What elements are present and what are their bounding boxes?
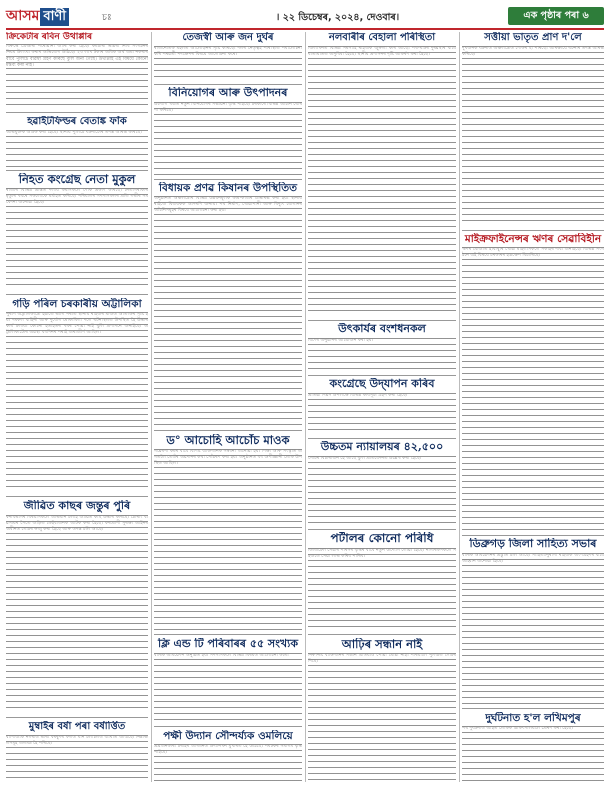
story-divider xyxy=(6,170,148,171)
story-divider xyxy=(6,717,148,718)
article-headline: সত্তীয়া ভাতৃত প্ৰাণ দ'লে xyxy=(484,32,582,43)
logo-main-text: আসম xyxy=(6,8,40,24)
page-number-badge: এক পৃষ্ঠাৰ পৰা ৬ xyxy=(508,7,604,25)
article-body: জিলাখনত বিভিন্ন সমস্যাই ৰাইজক জুৰুলা কৰি আছে। পথ-ঘাটৰ দুৰৱস্থাৰ বাবে যাতায়াতত অসুবিধা হৈছে। স্থানীয় প্ৰশাসনৰ দৃষ্টি আকৰ্ষণ কৰা হৈছে। xyxy=(308,46,456,316)
article xyxy=(154,87,302,177)
article-body: ঋণৰ বোজাত হাবাথুৰি খোৱা মহিলাসকলে সকাহৰ দাবী জনাইছে। বিভিন্ন সংগঠনে এই বিষয়ে চৰকাৰৰ হস্তক্ষেপ বিচাৰিছে। xyxy=(462,247,604,531)
article xyxy=(308,638,456,784)
story-divider xyxy=(6,112,148,113)
article xyxy=(462,32,604,228)
story-divider xyxy=(308,320,456,321)
article-body: উদ্যোগ খণ্ডত নতুন বিনিয়োগৰ সম্ভাৱনা বৃদ্ধি পাইছে। চৰকাৰে বিভিন্ন আঁচনি ঘোষণা কৰিছে। xyxy=(154,102,302,176)
article-headline: নিহত কংগ্ৰেছ নেতা মুকুল xyxy=(18,173,136,186)
logo-box-text: বাণী xyxy=(40,8,69,26)
article-headline: উৎকাৰ্যৰ বংশধনকল xyxy=(338,323,426,335)
article-body: বাৰ্ষিক অধিৱেশনৰ প্ৰস্তুতি চলি আছে। সাহিত্যানুৰাগী ৰাইজক অংশগ্ৰহণৰ বাবে আহ্বান জনোৱা হৈছে। xyxy=(462,553,604,705)
article xyxy=(462,538,604,706)
column-divider xyxy=(459,32,460,782)
article xyxy=(154,638,302,724)
article-headline: বিনিয়োগৰ আৰু উৎপাদনৰ xyxy=(168,87,288,99)
column-2 xyxy=(154,32,302,784)
article xyxy=(6,500,148,714)
newspaper-logo xyxy=(6,7,73,25)
article-body: বাৰ্ষিক অধিৱেশন অনুষ্ঠিত হয়। সদস্যসকলে বিভিন্ন বিষয়ত আলোচনা কৰে। xyxy=(154,653,302,723)
article-body: পথ দুৰ্ঘটনাত আহত লোকক চিকিৎসালয়লৈ প্ৰেৰণ কৰা হৈছে। xyxy=(462,726,604,782)
article-headline: মাইক্ৰফাইনেন্সৰ ঋণৰ সেৱাবিহীন xyxy=(464,233,602,245)
story-divider xyxy=(154,430,302,431)
article-body: প্ৰব্ৰজনকাৰী চৰাইৰ আগমনত উদ্যানখন মুখৰিত হৈ উঠিছে। পৰ্যটকৰ সমাগম বৃদ্ধি পাইছে। xyxy=(154,744,302,782)
article xyxy=(308,378,456,436)
article xyxy=(154,434,302,632)
article-headline: নলবাৰীৰ বেহালা পৰিস্থিতা xyxy=(328,32,436,43)
article-headline: ড° আচোহি আচোঁচ মাওক xyxy=(166,434,290,447)
article-headline: হৱাইটফিল্ডৰ বেতাঙ্ক ফাঁক xyxy=(27,116,127,127)
article xyxy=(6,173,148,291)
article-body: ৰাজ্যৰ বিভিন্ন প্ৰান্তত দলীয় কৰ্মীসকলে শোক প্ৰকাশ কৰিছে। নেতাগৰাকীৰ মৃত্যুৰ খবৰে সকলোকে মৰ্মাহত কৰিছে। পৰিয়ালৰ সদস্যসকলৰ প্ৰতি গভীৰ সমবেদনা জনোৱা হৈছে। xyxy=(6,188,148,288)
story-divider xyxy=(308,634,456,635)
article-headline: পক্ষী উদ্যান সৌন্দৰ্য্যক ওমলিয়ে xyxy=(163,730,293,742)
article-headline: দুৰ্ঘটনাত হ'ল লখিমপুৰ xyxy=(485,712,581,724)
article-headline: মুম্বাইৰ বৰ্ষা পৰা বৰ্ষাৰ্ত্তিত xyxy=(28,721,126,732)
article xyxy=(6,116,148,168)
article xyxy=(462,712,604,784)
article xyxy=(6,32,148,110)
article-body: বিৰুদ্ধে গ্ৰেপ্তাৰী পৰোৱানা জাৰি কৰা হৈছে। কৰ্মচাৰী ভৱিষ্য নিধি সংগঠনৰ নিয়ম উলংঘা কৰাৰ অভিযোগ উঠিছে। ২৩ লাখ টকাৰ অধিক অৰ্থ জমা নকৰাৰ বাবে পুলিচে ব্যৱস্থা গ্ৰহণ কৰিছে বুলি জনা গৈছে। উথাপ্পাই এই বিষয়ে কোনো মন্তব্য কৰা নাই। xyxy=(6,44,148,108)
article-body: বাণিজ্যিক নগৰীত ভাৰী বৰষুণৰ ফলত যান চলাচলত ব্যাঘাত জন্মিছে। নিম্নাঞ্চলসমূহ জলমগ্ন হৈ পৰিছে। xyxy=(6,735,148,783)
article-headline: উচ্চতম ন্যায়ালয়ৰ ৪২,৫০০ xyxy=(320,441,444,453)
article-headline: পৰ্টালৰ কোনো পৰিধি xyxy=(330,532,434,545)
article-headline: ক্ৰিকেটাৰ ৰবিন উথাপ্পাৰ xyxy=(6,32,93,42)
issue-date: । ২২ ডিচেম্বৰ, ২০২৪, দেওবাৰ। xyxy=(276,12,400,23)
masthead xyxy=(6,6,604,30)
column-4 xyxy=(462,32,604,784)
article-body: ডিজিটেল সেৱাৰ পৰিসৰ বৃদ্ধিৰ বাবে নতুন উদ্যোগ লোৱা হৈছে। নাগৰিকসকলে সহজতে সেৱা লাভ কৰিব পাৰিব। xyxy=(308,548,456,630)
column-1 xyxy=(6,32,148,784)
article xyxy=(154,32,302,82)
article-body: প্ৰতিষ্ঠা দিৱস উপলক্ষে বিভিন্ন কাৰ্যসূচী গ্ৰহণ কৰা হৈছে। xyxy=(308,393,456,435)
story-divider xyxy=(154,84,302,85)
logo-sub-text: চঃ xyxy=(102,13,112,23)
column-divider xyxy=(305,32,306,782)
story-divider xyxy=(308,438,456,439)
article xyxy=(308,532,456,632)
story-divider xyxy=(154,726,302,727)
article-headline: জীৱিত কাছৰ জন্তুৰ পুৰি xyxy=(23,500,131,512)
story-divider xyxy=(154,179,302,180)
article xyxy=(154,182,302,428)
article-body: অনুষ্ঠানত অঞ্চলটোৰ বিভিন্ন উন্নয়নমূলক কাম-কাজৰ শুভাৰম্ভ কৰা হয়। স্থানীয় ৰাইজে বিধায়কক আদৰণি জনায়। পথ নিৰ্মাণ, খোৱাপানী আৰু বিদ্যুৎ যোগানৰ আঁচনিসমূহৰ বিষয়ে আলোচনা কৰা হয়। xyxy=(154,196,302,426)
article-body: নিৰুদ্দিষ্ট ব্যক্তিজনৰ সন্ধান এতিয়াও পোৱা যোৱা নাই। পৰিয়ালে পুলিচত গোচৰ দিছে। xyxy=(308,653,456,781)
story-divider xyxy=(462,230,604,231)
article xyxy=(308,441,456,527)
story-divider xyxy=(6,294,148,295)
article-body: গোচৰ বিচাৰাধীন হৈ আছে বুলি প্ৰতিবেদনত উল্লেখ কৰা হৈছে। xyxy=(308,456,456,526)
article xyxy=(6,721,148,784)
article-headline: তেজস্বী আৰু জন দুৰ্ঘৰ xyxy=(182,32,274,43)
article-body: বনবিভাগৰ বিষয়াসকলে অভিযান চলাই জীৱিত কাছ উদ্ধাৰ কৰিছে। চোৰাং ব্যৱসায়ৰ সৈতে জড়িত কেইবাজনক আটক কৰা হৈছে। বন্যপ্ৰাণী সুৰক্ষা আইনৰ অধীনত গোচৰ ৰুজু কৰা হৈছে আৰু তদন্ত চলি আছে। xyxy=(6,515,148,713)
article-headline: গড়ি পৰিল চৰকাৰীয় অট্টালিকা xyxy=(12,298,142,310)
article xyxy=(6,298,148,494)
column-divider xyxy=(151,32,152,782)
article-body: অভিযুক্তক আটক কৰা হৈছে। স্থানীয় পুলিচে ঘটনাটোৰ তদন্ত আৰম্ভ কৰিছে। xyxy=(6,130,148,168)
article-headline: কংগ্ৰেছে উদ্‌যাপন কৰিব xyxy=(329,378,435,390)
story-divider xyxy=(6,496,148,497)
article-body: দুখজনক ঘটনাত অঞ্চলটোত শোকৰ ছাঁ পৰিছে। আৰক্ষীয়ে ঘটনাৰ তদন্ত আৰম্ভ কৰিছে। xyxy=(462,46,604,226)
article-headline: বিধায়ক প্ৰণৱ কিষানৰ উপস্থিতিত xyxy=(159,182,297,194)
story-divider xyxy=(462,708,604,709)
article xyxy=(308,32,456,318)
article-body: পুৰণি অট্টালিকাটো হঠাতে ভাগি পৰাত স্থানীয় ৰাইজৰ মাজত আতংকৰ সৃষ্টি হয়। দমকল বাহিনী আৰু দুৰ্যোগ মোকাবিলা দলে ঘটনাস্থলত উপস্থিত হৈ উদ্ধাৰ কাৰ্য চলায়। কোনো হতাহতৰ খবৰ পোৱা নাই বুলি প্ৰশাসনে জনাইছে। অট্টালিকাটোৰ অৱস্থা বহুদিনৰ পৰাই জৰাজীৰ্ণ আছিল। xyxy=(6,312,148,492)
column-3 xyxy=(308,32,456,784)
article-body: গৱেষণা কৰ্মৰ বাবে বিশিষ্ট ব্যক্তিজনক সম্বৰ্ধনা জনোৱা হয়। শিক্ষা আৰু সংস্কৃতি জগতলৈ তেওঁৰ অৱদানৰ কথা সোঁৱৰণ কৰা হয়। অনুষ্ঠানত বহু গুণীজ্ঞানী লোক উপস্থিত আছিল। xyxy=(154,449,302,631)
article-headline: ক্লি এন্ড টি পৰিবাৰৰ ৫৫ সংখ্যক xyxy=(157,638,299,650)
article xyxy=(308,323,456,373)
story-divider xyxy=(308,529,456,530)
article-body: ৰাজনৈতিক মহলত আলোড়নৰ সৃষ্টি কৰিছে। দলৰ নেতৃত্বই পৰিস্থিতি পৰ্যালোচনা কৰি পৰৱৰ্তী পদক্ষেপৰ বিষয়ে আলোচনা কৰে। xyxy=(154,46,302,82)
article-body: বিশেষ অনুষ্ঠানৰ আয়োজন কৰা হয়। xyxy=(308,338,456,372)
story-divider xyxy=(308,375,456,376)
article-headline: আঢ়িৰ সন্ধান নাই xyxy=(341,638,423,651)
story-divider xyxy=(154,634,302,635)
story-divider xyxy=(462,535,604,536)
article xyxy=(462,233,604,533)
article-headline: ডিব্ৰুগড় জিলা সাহিত্য সভাৰ xyxy=(469,538,597,550)
article xyxy=(154,730,302,784)
